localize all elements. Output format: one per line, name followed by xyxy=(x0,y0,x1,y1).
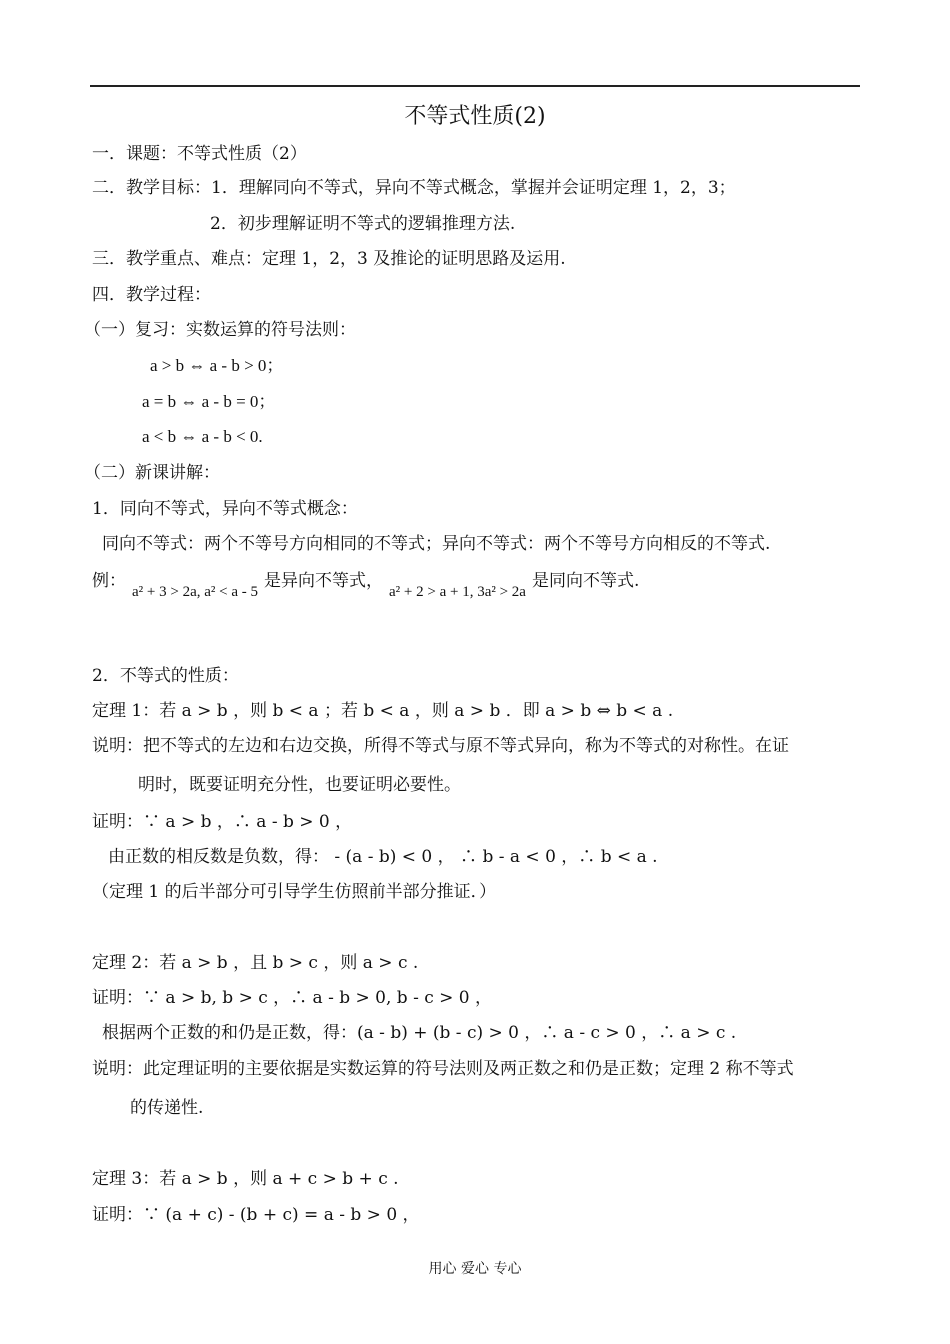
formula-eq: a = b ⇔ a - b = 0； xyxy=(142,392,276,411)
line-note-2a: 说明：此定理证明的主要依据是实数运算的符号法则及两正数之和仍是正数；定理 2 称不等式 xyxy=(92,1059,794,1079)
line-process: 四．教学过程： xyxy=(92,285,211,305)
line-proof-1-note: （定理 1 的后半部分可引导学生仿照前半部分推证．） xyxy=(92,882,497,902)
header-rule xyxy=(90,85,860,87)
line-properties-heading: 2．不等式的性质： xyxy=(92,666,239,686)
line-proof-1a: 证明：∵ a > b ，∴ a - b > 0 ， xyxy=(92,812,353,832)
line-objective-1: 二．教学目标：1．理解同向不等式，异向不等式概念，掌握并会证明定理 1，2，3； xyxy=(92,178,736,198)
line-proof-1b: 由正数的相反数是负数，得： - (a - b) < 0 ， ∴ b - a < 0 ，∴ b < a . xyxy=(108,847,658,867)
page-title: 不等式性质(2) xyxy=(404,104,546,129)
example-expr-1: a² + 3 > 2a, a² < a - 5 xyxy=(132,584,258,600)
line-new-lesson: （二）新课讲解： xyxy=(84,463,220,483)
line-objective-2: 2．初步理解证明不等式的逻辑推理方法. xyxy=(210,214,516,234)
example-text-1: 是异向不等式， xyxy=(264,571,383,591)
line-topic: 一．课题：不等式性质（2） xyxy=(92,144,307,164)
example-prefix: 例： xyxy=(92,571,126,591)
line-proof-2b: 根据两个正数的和仍是正数，得：(a - b) + (b - c) > 0 ，∴ a - c > 0 ，∴ a > c . xyxy=(102,1023,737,1043)
page-footer: 用心 爱心 专心 xyxy=(428,1261,522,1277)
example-text-2: 是同向不等式. xyxy=(531,571,640,591)
example-expr-2: a² + 2 > a + 1, 3a² > 2a xyxy=(389,584,526,600)
line-note-1a: 说明：把不等式的左边和右边交换，所得不等式与原不等式异向，称为不等式的对称性。在证 xyxy=(92,736,789,756)
line-proof-3: 证明：∵ (a + c) - (b + c) = a - b > 0 ， xyxy=(92,1205,420,1225)
line-concept-def: 同向不等式：两个不等号方向相同的不等式；异向不等式：两个不等号方向相反的不等式. xyxy=(102,534,771,554)
example-line xyxy=(92,569,640,600)
line-key-points: 三．教学重点、难点：定理 1，2，3 及推论的证明思路及运用. xyxy=(92,249,566,269)
line-theorem-1: 定理 1：若 a > b ，则 b < a ；若 b < a ，则 a > b ．即 a > b ⇔ b < a . xyxy=(92,701,674,721)
formula-lt: a < b ⇔ a - b < 0. xyxy=(142,427,263,446)
line-theorem-3: 定理 3：若 a > b ，则 a + c > b + c . xyxy=(92,1169,399,1189)
line-proof-2a: 证明：∵ a > b, b > c ，∴ a - b > 0, b - c > 0 ， xyxy=(92,988,493,1008)
line-note-2b: 的传递性. xyxy=(130,1098,204,1118)
line-review: （一）复习：实数运算的符号法则： xyxy=(84,320,356,340)
line-note-1b: 明时，既要证明充分性，也要证明必要性。 xyxy=(138,775,461,795)
line-theorem-2: 定理 2：若 a > b ，且 b > c ，则 a > c . xyxy=(92,953,419,973)
formula-gt: a > b ⇔ a - b > 0； xyxy=(150,356,284,375)
line-concept-heading: 1．同向不等式，异向不等式概念： xyxy=(92,499,358,519)
